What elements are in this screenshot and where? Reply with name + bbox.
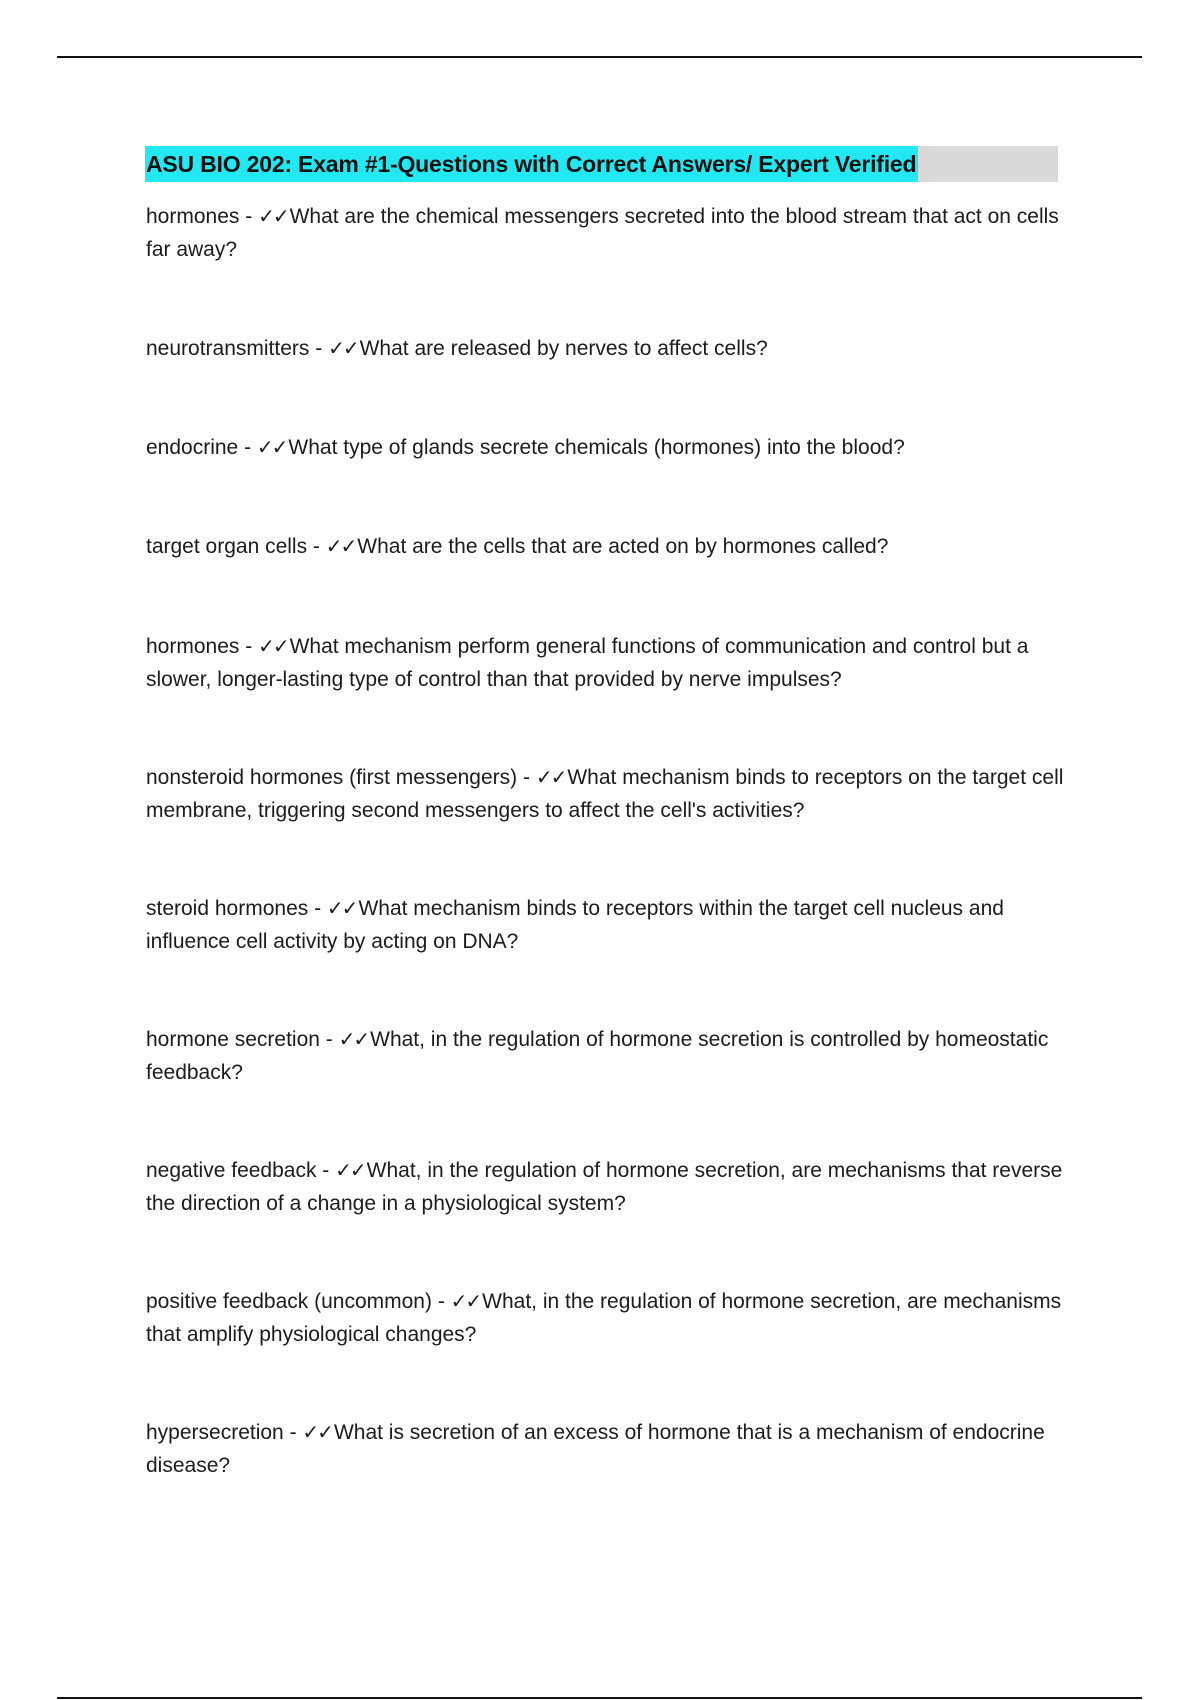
qa-question: What are the chemical messengers secreted into the blood stream that act on cells far away? <box>146 205 1059 261</box>
qa-separator: - <box>308 897 327 920</box>
qa-question: What, in the regulation of hormone secretion is controlled by homeostatic feedback? <box>146 1028 1049 1084</box>
double-check-icon: ✓✓ <box>302 1420 332 1444</box>
qa-separator: - <box>517 766 536 789</box>
qa-item <box>146 1154 1066 1220</box>
qa-term: hormone secretion <box>146 1028 320 1051</box>
qa-separator: - <box>309 337 329 360</box>
qa-separator: - <box>239 205 259 228</box>
qa-separator: - <box>307 535 326 558</box>
qa-question: What are the cells that are acted on by hormones called? <box>357 535 889 558</box>
double-check-icon: ✓✓ <box>450 1289 481 1313</box>
bottom-rule <box>57 1697 1142 1699</box>
qa-item <box>146 530 1066 563</box>
qa-term: positive feedback (uncommon) <box>146 1290 432 1313</box>
double-check-icon: ✓✓ <box>258 204 288 228</box>
qa-item <box>146 431 1066 464</box>
qa-question: What mechanism binds to receptors on the target cell membrane, triggering second messengers to affect the cell's activities? <box>146 766 1064 822</box>
qa-item <box>146 200 1066 266</box>
qa-separator: - <box>239 635 259 658</box>
qa-term: hormones <box>146 635 240 658</box>
qa-question: What mechanism binds to receptors within the target cell nucleus and influence cell activity by acting on DNA? <box>146 897 1004 953</box>
double-check-icon: ✓✓ <box>256 435 287 459</box>
qa-item <box>146 892 1066 958</box>
qa-separator: - <box>316 1159 336 1182</box>
qa-item <box>146 1285 1066 1351</box>
qa-separator: - <box>283 1421 303 1444</box>
double-check-icon: ✓✓ <box>258 634 288 658</box>
double-check-icon: ✓✓ <box>335 1158 365 1182</box>
qa-separator: - <box>238 436 257 459</box>
double-check-icon: ✓✓ <box>325 534 356 558</box>
qa-separator: - <box>319 1028 339 1051</box>
qa-separator: - <box>431 1290 451 1313</box>
qa-term: neurotransmitters <box>146 337 310 360</box>
qa-question: What is secretion of an excess of hormone that is a mechanism of endocrine disease? <box>146 1421 1045 1477</box>
qa-question: What type of glands secrete chemicals (hormones) into the blood? <box>288 436 905 459</box>
qa-item <box>146 761 1066 827</box>
qa-item <box>146 332 1066 365</box>
double-check-icon: ✓✓ <box>535 765 566 789</box>
top-rule <box>57 56 1142 58</box>
document-title: ASU BIO 202: Exam #1-Questions with Correct Answers/ Expert Verified <box>145 146 918 182</box>
qa-question: What, in the regulation of hormone secretion, are mechanisms that amplify physiological changes? <box>146 1290 1062 1346</box>
qa-term: target organ cells <box>146 535 308 558</box>
qa-term: endocrine <box>146 436 239 459</box>
qa-term: negative feedback <box>146 1159 317 1182</box>
qa-item <box>146 1023 1066 1089</box>
qa-question: What are released by nerves to affect cells? <box>359 337 768 360</box>
qa-term: hypersecretion <box>146 1421 284 1444</box>
qa-item <box>146 1416 1066 1482</box>
qa-question: What, in the regulation of hormone secretion, are mechanisms that reverse the direction of a change in a physiological system? <box>146 1159 1063 1215</box>
qa-question: What mechanism perform general functions of communication and control but a slower, longer-lasting type of control than that provided by nerve impulses? <box>146 635 1029 691</box>
qa-term: nonsteroid hormones (first messengers) <box>146 766 518 789</box>
qa-item <box>146 630 1066 696</box>
qa-term: steroid hormones <box>146 897 309 920</box>
title-bar <box>145 146 1058 182</box>
qa-term: hormones <box>146 205 240 228</box>
double-check-icon: ✓✓ <box>338 1027 369 1051</box>
double-check-icon: ✓✓ <box>328 336 358 360</box>
double-check-icon: ✓✓ <box>326 896 357 920</box>
